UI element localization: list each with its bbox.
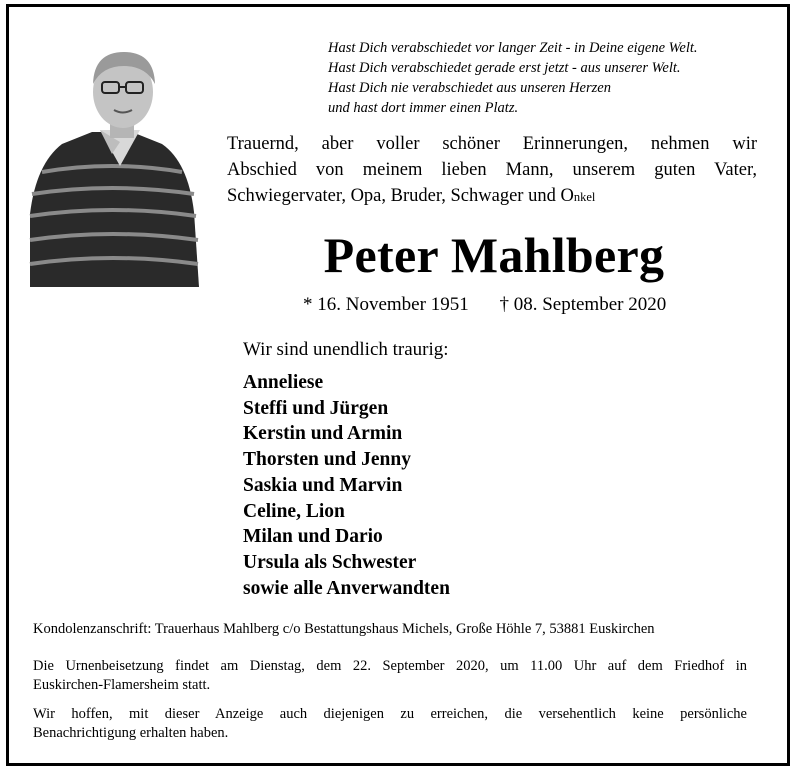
poem-line: Hast Dich nie verabschiedet aus unseren Herzen bbox=[328, 80, 611, 96]
mourning-statement: Wir sind unendlich traurig: bbox=[243, 339, 449, 360]
burial-line: Die Urnenbeisetzung findet am Dienstag, dem 22. September 2020, um 11.00 Uhr auf dem Friedhof in bbox=[33, 658, 747, 674]
family-member: Thorsten und Jenny bbox=[243, 449, 411, 471]
note-line: Wir hoffen, mit dieser Anzeige auch diejenigen zu erreichen, die versehentlich keine persönliche bbox=[33, 706, 747, 722]
intro-line: Abschied von meinem lieben Mann, unserem guten Vater, bbox=[227, 160, 757, 180]
poem-line: Hast Dich verabschiedet vor langer Zeit - in Deine eigene Welt. bbox=[328, 40, 698, 56]
notice-note bbox=[33, 705, 747, 743]
family-member: Anneliese bbox=[243, 372, 324, 393]
family-member: Ursula als Schwester bbox=[243, 551, 417, 573]
poem-line: Hast Dich verabschiedet gerade erst jetzt - aus unserer Welt. bbox=[328, 60, 681, 76]
family-member: sowie alle Anverwandten bbox=[243, 577, 450, 599]
family-member: Saskia und Marvin bbox=[243, 474, 403, 496]
family-member: Kerstin und Armin bbox=[243, 423, 403, 445]
life-dates bbox=[303, 293, 666, 317]
burial-info bbox=[33, 657, 747, 695]
intro-line: Schwiegervater, Opa, Bruder, Schwager und Onkel bbox=[227, 186, 596, 206]
poem-line: und hast dort immer einen Platz. bbox=[328, 100, 519, 116]
family-member: Celine, Lion bbox=[243, 500, 345, 522]
family-member: Milan und Dario bbox=[243, 526, 383, 548]
family-member: Steffi und Jürgen bbox=[243, 397, 389, 419]
family-list bbox=[243, 370, 450, 601]
deceased-name: Peter Mahlberg bbox=[323, 227, 665, 283]
birth-date: * 16. November 1951 bbox=[303, 294, 469, 315]
intro-line: Trauernd, aber voller schöner Erinnerungen, nehmen wir bbox=[227, 134, 757, 154]
poem bbox=[328, 38, 768, 118]
death-date: † 08. September 2020 bbox=[499, 294, 667, 315]
note-line: Benachrichtigung erhalten haben. bbox=[33, 725, 229, 741]
intro-text bbox=[227, 131, 757, 210]
condolence-address: Kondolenzanschrift: Trauerhaus Mahlberg c/o Bestattungshaus Michels, Große Höhle 7, 53881 Euskirchen bbox=[33, 621, 655, 637]
burial-line: Euskirchen-Flamersheim statt. bbox=[33, 677, 211, 693]
